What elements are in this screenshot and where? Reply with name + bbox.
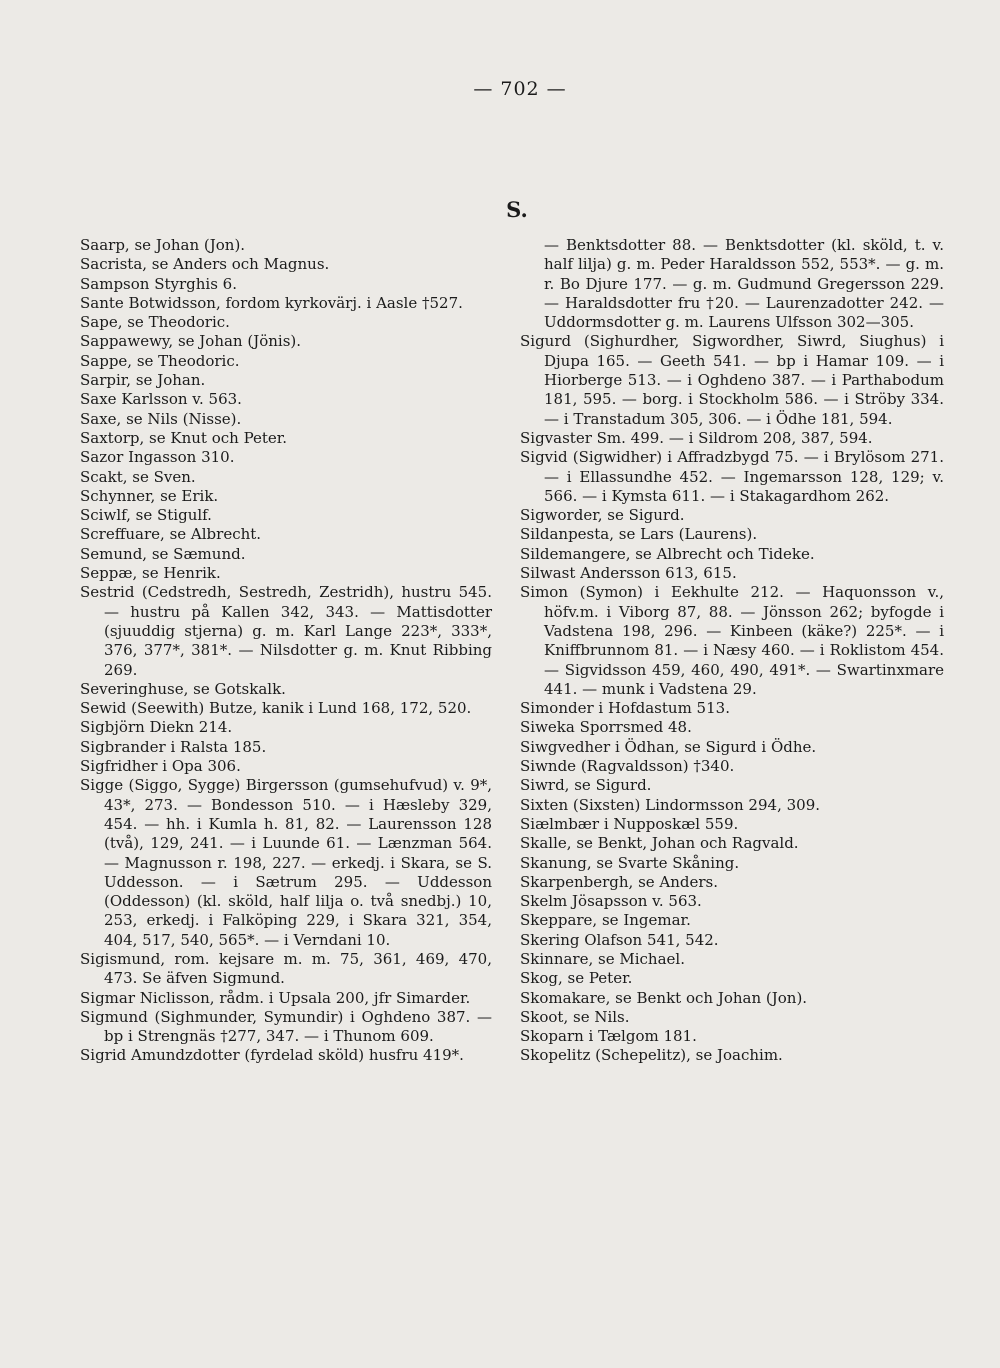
index-entry: Severinghuse, se Gotskalk. <box>80 679 286 698</box>
index-entry: Skanung, se Svarte Skåning. <box>520 853 740 872</box>
index-entry: Sestrid (Cedstredh, Sestredh, Zestridh), hustru 545. — hustru på Kallen 342, 343. — Mattisdotter (sjuuddig stjerna) g. m. Karl Lange 223*, 333*, 376, 377*, 381*. — Nilsdotter g. m. Knut Ribbing 269. <box>80 583 492 679</box>
index-entry: Sape, se Theodoric. <box>80 313 230 332</box>
index-entry: Skoparn i Tælgom 181. <box>520 1027 697 1046</box>
index-entry: Schynner, se Erik. <box>80 486 219 505</box>
index-entry: Saxe Karlsson v. 563. <box>80 390 242 409</box>
index-entry: Simonder i Hofdastum 513. <box>520 699 730 718</box>
index-entry: Siwnde (Ragvaldsson) †340. <box>520 757 735 776</box>
index-entry: Saxe, se Nils (Nisse). <box>80 409 242 428</box>
index-entry: Siweka Sporrsmed 48. <box>520 718 692 737</box>
index-entry: Scakt, se Sven. <box>80 467 196 486</box>
index-entry: Sigmund (Sighmunder, Symundir) i Oghdeno 387. — bp i Strengnäs †277, 347. — i Thunom 609. <box>80 1007 492 1046</box>
index-entry: Sampson Styrghis 6. <box>80 274 237 293</box>
index-entry: Skering Olafson 541, 542. <box>520 930 719 949</box>
index-entry: Sacrista, se Anders och Magnus. <box>80 255 330 274</box>
index-entry: Skopelitz (Schepelitz), se Joachim. <box>520 1046 783 1065</box>
index-entry: Sigvaster Sm. 499. — i Sildrom 208, 387, 594. <box>520 428 873 447</box>
index-entry: Siwrd, se Sigurd. <box>520 776 652 795</box>
index-entry: Sigbjörn Diekn 214. <box>80 718 233 737</box>
index-entry: Sigurd (Sighurdher, Sigwordher, Siwrd, Siughus) i Djupa 165. — Geeth 541. — bp i Hamar 109. — i Hiorberge 513. — i Oghdeno 387. — i Parthabodum 181, 595. — borg. i Stockholm 586. — i Ströby 334. — i Transtadum 305, 306. — i Ödhe 181, 594. <box>520 332 944 428</box>
index-entry: Skoot, se Nils. <box>520 1007 630 1026</box>
index-entry: Sildemangere, se Albrecht och Tideke. <box>520 544 815 563</box>
index-entry: Sarpir, se Johan. <box>80 371 206 390</box>
index-entry: Skelm Jösapsson v. 563. <box>520 892 702 911</box>
index-entry: Skeppare, se Ingemar. <box>520 911 691 930</box>
page-number: — 702 — <box>473 78 567 100</box>
index-entry: Sigfridher i Opa 306. <box>80 757 241 776</box>
index-entry: Skalle, se Benkt, Johan och Ragvald. <box>520 834 799 853</box>
index-entry: Screffuare, se Albrecht. <box>80 525 262 544</box>
index-entry: Siwgvedher i Ödhan, se Sigurd i Ödhe. <box>520 737 817 756</box>
index-entry: Sigrid Amundzdotter (fyrdelad sköld) husfru 419*. <box>80 1046 464 1065</box>
index-entry: Sewid (Seewith) Butze, kanik i Lund 168, 172, 520. <box>80 699 472 718</box>
index-entry: Sappe, se Theodoric. <box>80 351 240 370</box>
index-entry: Seppæ, se Henrik. <box>80 564 221 583</box>
index-entry: Siælmbær i Nupposkæl 559. <box>520 814 739 833</box>
index-entry: Sazor Ingasson 310. <box>80 448 235 467</box>
index-entry: Sappawewy, se Johan (Jönis). <box>80 332 302 351</box>
index-entry: Saarp, se Johan (Jon). <box>80 236 246 254</box>
index-entry: Sciwlf, se Stigulf. <box>80 506 212 525</box>
index-entry: Skarpenbergh, se Anders. <box>520 872 719 891</box>
index-entry: Sigworder, se Sigurd. <box>520 506 685 525</box>
index-column-right <box>520 236 944 1066</box>
index-entry: Sigmar Niclisson, rådm. i Upsala 200, jfr Simarder. <box>80 988 471 1007</box>
index-entry: Skog, se Peter. <box>520 969 633 988</box>
index-entry: Skinnare, se Michael. <box>520 949 685 968</box>
index-entry: Sixten (Sixsten) Lindormsson 294, 309. <box>520 795 820 814</box>
index-entry: Sante Botwidsson, fordom kyrkovärj. i Aasle †527. <box>80 293 463 312</box>
section-letter: S. <box>506 197 528 222</box>
index-entry: Sigvid (Sigwidher) i Affradzbygd 75. — i Brylösom 271. — i Ellassundhe 452. — Ingemarsson 128, 129; v. 566. — i Kymsta 611. — i Stakagardhom 262. <box>520 448 944 505</box>
index-entry-continued: — Benktsdotter 88. — Benktsdotter (kl. sköld, t. v. half lilja) g. m. Peder Haraldsson 552, 553*. — g. m. r. Bo Djure 177. — g. m. Gudmund Gregersson 229. — Haraldsdotter fru †20. — Laurenzadotter 242. — Uddormsdotter g. m. Laurens Ulfsson 302—305. <box>544 236 944 332</box>
index-entry: Semund, se Sæmund. <box>80 544 246 563</box>
index-entry: Sigbrander i Ralsta 185. <box>80 737 267 756</box>
index-entry: Sildanpesta, se Lars (Laurens). <box>520 525 758 544</box>
index-entry: Skomakare, se Benkt och Johan (Jon). <box>520 988 808 1007</box>
index-entry: Simon (Symon) i Eekhulte 212. — Haquonsson v., höfv.m. i Viborg 87, 88. — Jönsson 262; byfogde i Vadstena 198, 296. — Kinbeen (käke?) 225*. — i Kniffbrunnom 81. — i Næsy 460. — i Roklistom 454. — Sigvidsson 459, 460, 490, 491*. — Swartinxmare 441. — munk i Vadstena 29. <box>520 583 944 698</box>
index-column-left <box>80 236 492 1066</box>
index-entry: Sigismund, rom. kejsare m. m. 75, 361, 469, 470, 473. Se äfven Sigmund. <box>80 949 492 988</box>
index-entry: Silwast Andersson 613, 615. <box>520 564 737 583</box>
index-entry: Saxtorp, se Knut och Peter. <box>80 428 288 447</box>
index-entry: Sigge (Siggo, Sygge) Birgersson (gumsehufvud) v. 9*, 43*, 273. — Bondesson 510. — i Hæsleby 329, 454. — hh. i Kumla h. 81, 82. — Laurensson 128 (två), 129, 241. — i Luunde 61. — Lænzman 564. — Magnusson r. 198, 227. — erkedj. i Skara, se S. Uddesson. — i Sætrum 295. — Uddesson (Oddesson) (kl. sköld, half lilja o. två snedbj.) 10, 253, erkedj. i Falköping 229, i Skara 321, 354, 404, 517, 540, 565*. — i Verndani 10. <box>80 776 492 949</box>
